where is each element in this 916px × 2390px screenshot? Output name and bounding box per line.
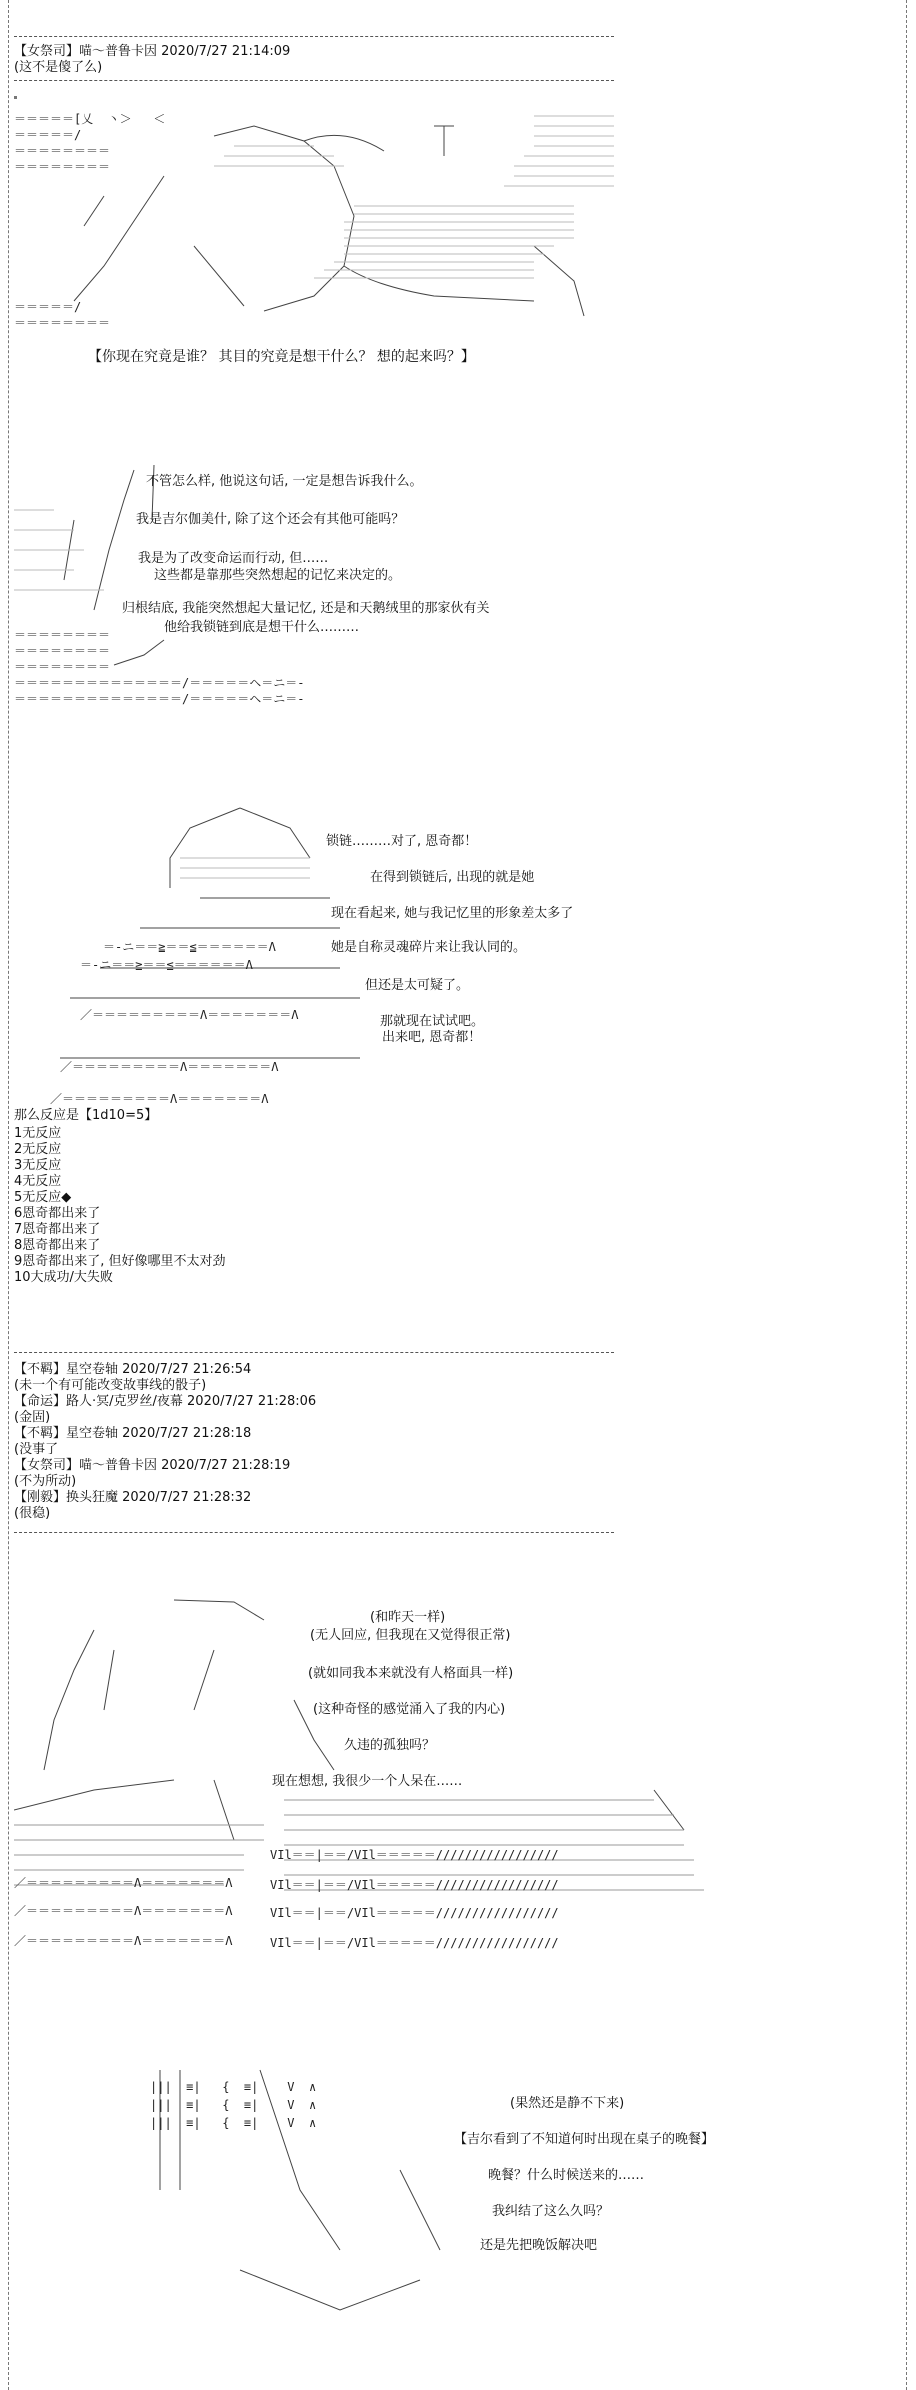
dialogue-line: (无人回应, 但我现在又觉得很正常) xyxy=(310,1628,511,1643)
dialogue-line: (果然还是静不下来) xyxy=(510,2096,625,2111)
dice-option: 1无反应 xyxy=(14,1126,62,1141)
ascii-line: VIl＝＝|＝＝/VIl＝＝＝＝＝///////////////// xyxy=(270,1848,559,1862)
dialogue-line: 出来吧, 恩奇都！ xyxy=(382,1030,482,1045)
ascii-line: ＝＝＝＝＝＝＝＝＝＝＝＝＝＝/＝＝＝＝＝ヘ＝ニ＝- xyxy=(14,676,305,690)
dialogue-line: 我是吉尔伽美什, 除了这个还会有其他可能吗？ xyxy=(136,512,405,527)
dialogue-line: 但还是太可疑了。 xyxy=(365,978,470,993)
comment-text: (不为所动) xyxy=(14,1474,77,1489)
dice-option: 9恩奇都出来了, 但好像哪里不太对劲 xyxy=(14,1254,226,1269)
ascii-line: ||| ≡| { ≡| V ∧ xyxy=(150,2098,317,2112)
ascii-line: VIl＝＝|＝＝/VIl＝＝＝＝＝///////////////// xyxy=(270,1878,559,1892)
post-meta: 【女祭司】喵～普鲁卡因 2020/7/27 21:14:09 xyxy=(14,44,291,59)
ascii-line: ＝＝＝＝＝/ xyxy=(14,128,82,142)
dialogue-line: (和昨天一样) xyxy=(370,1610,446,1625)
dialogue-line: 晚餐？什么时候送来的…… xyxy=(488,2168,645,2183)
ascii-line: ／＝＝＝＝＝＝＝＝＝Λ＝＝＝＝＝＝＝Λ xyxy=(80,1008,299,1022)
dialogue-line: 归根结底, 我能突然想起大量记忆, 还是和天鹅绒里的那家伙有关 xyxy=(122,601,490,616)
comment-meta: 【刚毅】换头狂魔 2020/7/27 21:28:32 xyxy=(14,1490,252,1505)
ascii-line: ||| ≡| { ≡| V ∧ xyxy=(150,2116,317,2130)
ascii-line: ／＝＝＝＝＝＝＝＝＝Λ＝＝＝＝＝＝＝Λ xyxy=(14,1904,233,1918)
dice-option: 7恩奇都出来了 xyxy=(14,1222,101,1237)
dialogue-line: 现在想想, 我很少一个人呆在…… xyxy=(272,1774,463,1789)
comment-meta: 【命运】路人·冥/克罗丝/夜幕 2020/7/27 21:28:06 xyxy=(14,1394,317,1409)
speech-bubble: 【你现在究竟是谁？ 其目的究竟是想干什么？ 想的起来吗？】 xyxy=(88,349,475,365)
divider-line xyxy=(14,1352,614,1353)
divider-line xyxy=(14,1532,614,1533)
comment-text: (未一个有可能改变故事线的骰子) xyxy=(14,1378,207,1393)
dialogue-line: 那就现在试试吧。 xyxy=(380,1014,485,1029)
dice-option: 4无反应 xyxy=(14,1174,62,1189)
dialogue-line: 现在看起来, 她与我记忆里的形象差太多了 xyxy=(331,906,574,921)
dice-option: 3无反应 xyxy=(14,1158,62,1173)
ascii-line: ／＝＝＝＝＝＝＝＝＝Λ＝＝＝＝＝＝＝Λ xyxy=(14,1934,233,1948)
ascii-line: ＝＝＝＝＝/ xyxy=(14,300,82,314)
dialogue-line: 还是先把晚饭解决吧 xyxy=(480,2238,598,2253)
post-text: (这不是傻了么) xyxy=(14,60,103,75)
dice-option: 2无反应 xyxy=(14,1142,62,1157)
dice-roll-title: 那么反应是【1d10=5】 xyxy=(14,1108,158,1123)
comment-text: (金固) xyxy=(14,1410,51,1425)
dialogue-line: 不管怎么样, 他说这句话, 一定是想告诉我什么。 xyxy=(146,474,423,489)
ascii-line: VIl＝＝|＝＝/VIl＝＝＝＝＝///////////////// xyxy=(270,1936,559,1950)
divider-line xyxy=(14,80,614,81)
comment-meta: 【女祭司】喵～普鲁卡因 2020/7/27 21:28:19 xyxy=(14,1458,291,1473)
dice-option: 8恩奇都出来了 xyxy=(14,1238,101,1253)
dice-option: 6恩奇都出来了 xyxy=(14,1206,101,1221)
dialogue-line: (这种奇怪的感觉涌入了我的内心) xyxy=(313,1702,506,1717)
comment-meta: 【不羁】星空卷轴 2020/7/27 21:28:18 xyxy=(14,1426,252,1441)
ascii-line: ＝＝＝＝＝＝＝＝ xyxy=(14,160,111,174)
divider-line xyxy=(14,36,614,37)
ascii-line: ／＝＝＝＝＝＝＝＝＝Λ＝＝＝＝＝＝＝Λ xyxy=(60,1060,279,1074)
ascii-line: ＝-ニ＝＝≧＝＝≦＝＝＝＝＝＝Λ xyxy=(80,958,253,972)
ascii-line: ＝＝＝＝＝＝＝＝ xyxy=(14,644,111,658)
dice-option-selected: 5无反应◆ xyxy=(14,1190,72,1205)
dialogue-line: (就如同我本来就没有人格面具一样) xyxy=(308,1666,514,1681)
dialogue-line: 她是自称灵魂碎片来让我认同的。 xyxy=(331,940,527,955)
ascii-line: ||| ≡| { ≡| V ∧ xyxy=(150,2080,317,2094)
dialogue-line: 锁链………对了, 恩奇都！ xyxy=(326,834,478,849)
dialogue-line: 我纠结了这么久吗？ xyxy=(492,2204,610,2219)
ascii-line: ＝＝＝＝＝＝＝＝ xyxy=(14,660,111,674)
ascii-line: ＝＝＝＝＝[乂 丶＞ ＜ xyxy=(14,112,166,126)
ascii-line: ＝＝＝＝＝＝＝＝ xyxy=(14,316,111,330)
ascii-line: VIl＝＝|＝＝/VIl＝＝＝＝＝///////////////// xyxy=(270,1906,559,1920)
dialogue-line: 我是为了改变命运而行动, 但…… xyxy=(138,551,329,566)
dialogue-line: 他给我锁链到底是想干什么……… xyxy=(164,620,360,635)
dialogue-line: 久违的孤独吗？ xyxy=(344,1738,436,1753)
comment-text: (没事了 xyxy=(14,1442,59,1457)
ascii-line: ／＝＝＝＝＝＝＝＝＝Λ＝＝＝＝＝＝＝Λ xyxy=(14,1876,233,1890)
dialogue-line: 【吉尔看到了不知道何时出现在桌子的晚餐】 xyxy=(454,2132,715,2147)
dice-option: 10大成功/大失败 xyxy=(14,1270,113,1285)
ascii-art-scene1 xyxy=(14,96,634,346)
ascii-line: ＝＝＝＝＝＝＝＝＝＝＝＝＝＝/＝＝＝＝＝ヘ＝ニ＝- xyxy=(14,692,305,706)
ascii-line: ＝-ニ＝＝≧＝＝≦＝＝＝＝＝＝Λ xyxy=(103,940,276,954)
comment-text: (很稳) xyxy=(14,1506,51,1521)
ascii-line: ＝＝＝＝＝＝＝＝ xyxy=(14,144,111,158)
page-border-right xyxy=(906,0,907,2390)
page-border-left xyxy=(8,0,9,2390)
ascii-line: ＝＝＝＝＝＝＝＝ xyxy=(14,628,111,642)
dialogue-line: 这些都是靠那些突然想起的记忆来决定的。 xyxy=(154,568,402,583)
dialogue-line: 在得到锁链后, 出现的就是她 xyxy=(370,870,535,885)
ascii-line: ／＝＝＝＝＝＝＝＝＝Λ＝＝＝＝＝＝＝Λ xyxy=(50,1092,269,1106)
comment-meta: 【不羁】星空卷轴 2020/7/27 21:26:54 xyxy=(14,1362,252,1377)
